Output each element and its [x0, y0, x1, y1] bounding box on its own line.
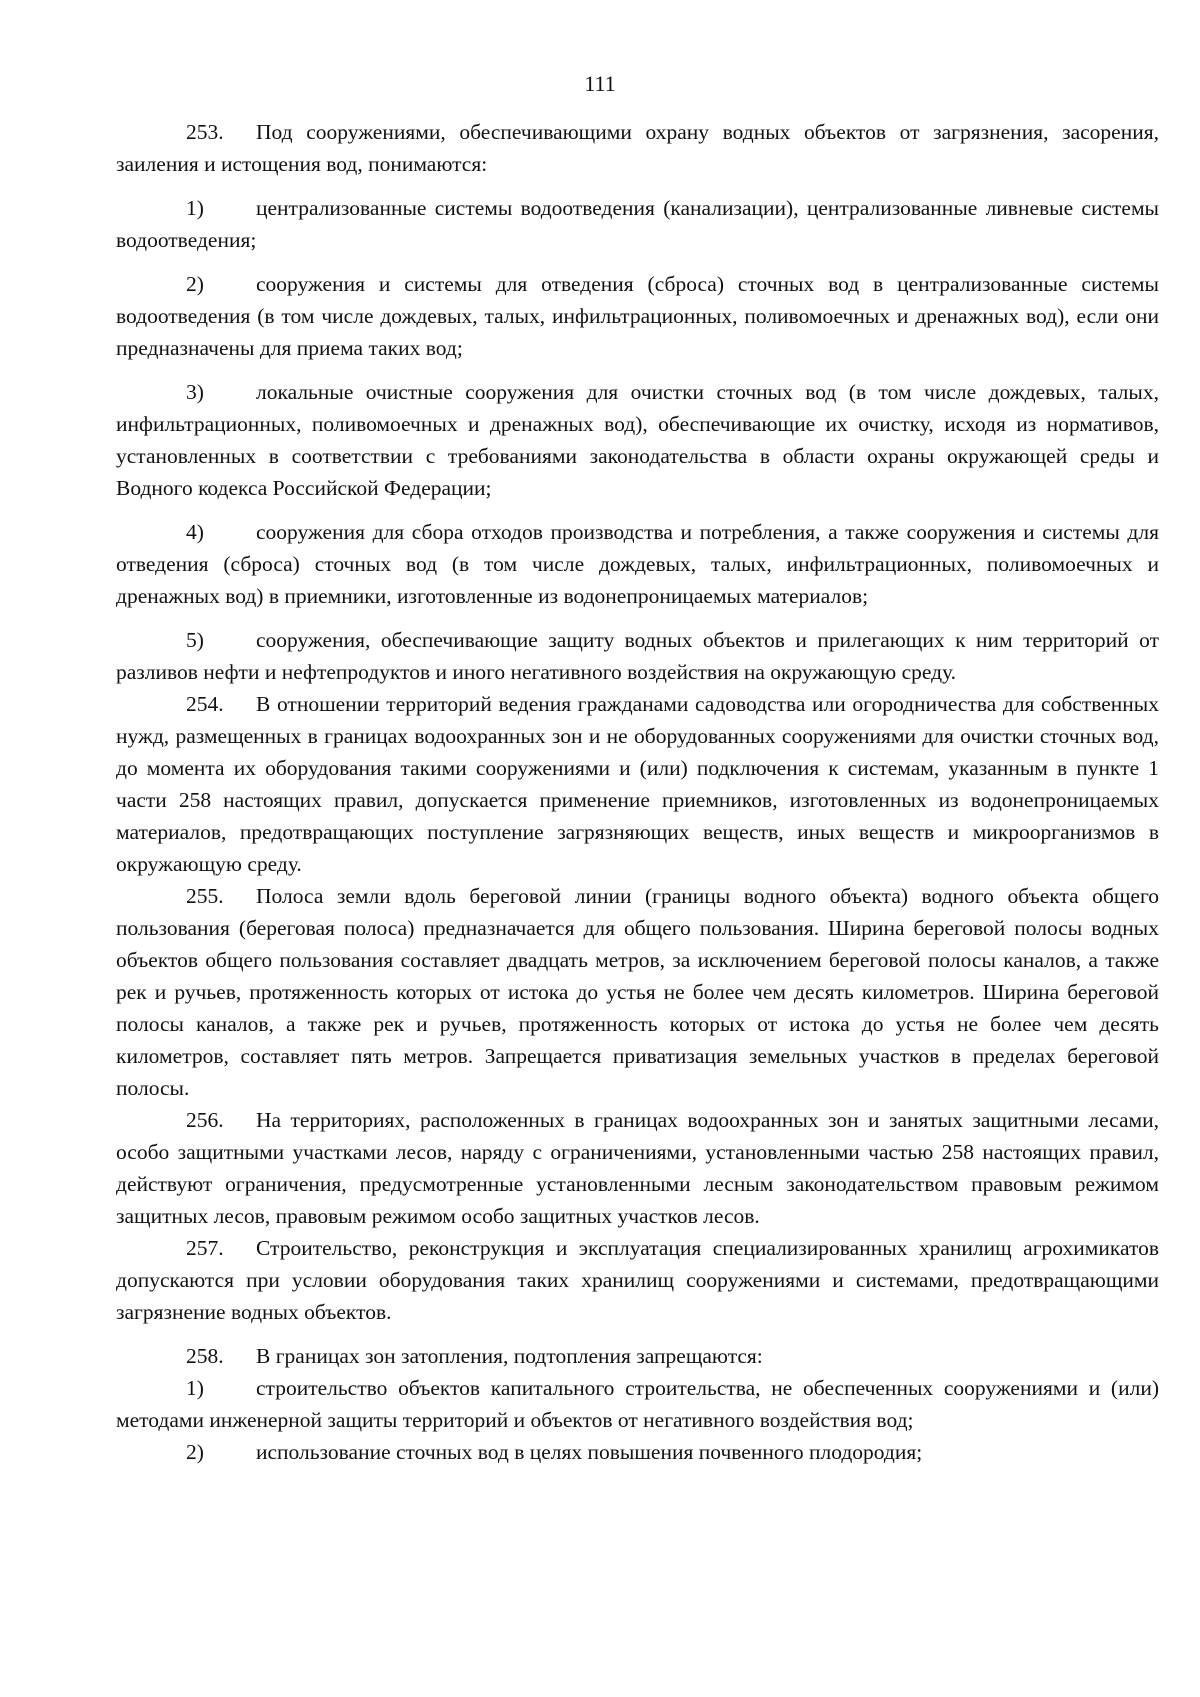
- paragraph-text: Строительство, реконструкция и эксплуатация специализированных хранилищ агрохимикатов допускаются при условии оборудования таких хранилищ сооружениями и системами, предотвращающими загрязнение водных объектов.: [116, 1236, 1159, 1324]
- paragraph-text: В границах зон затопления, подтопления запрещаются:: [256, 1344, 763, 1368]
- paragraph-text: Под сооружениями, обеспечивающими охрану водных объектов от загрязнения, засорения, заиления и истощения вод, понимаются:: [116, 120, 1159, 176]
- list-item-2: [116, 268, 1159, 364]
- list-item-number: 4): [186, 520, 204, 544]
- page-number: 111: [584, 71, 616, 96]
- paragraph-256: [116, 1104, 1159, 1232]
- list-item-text: строительство объектов капитального строительства, не обеспеченных сооружениями и (или) методами инженерной защиты территорий и объектов от негативного воздействия вод;: [116, 1376, 1159, 1432]
- paragraph-number: 254.: [186, 692, 224, 716]
- list-item-number: 3): [186, 380, 204, 404]
- paragraph-253: [116, 116, 1159, 180]
- list-item-number: 1): [186, 196, 204, 220]
- paragraph-number: 255.: [186, 884, 224, 908]
- list-item-text: сооружения, обеспечивающие защиту водных объектов и прилегающих к ним территорий от разливов нефти и нефтепродуктов и иного негативного воздействия на окружающую среду.: [116, 628, 1159, 684]
- list-item-text: централизованные системы водоотведения (канализации), централизованные ливневые системы водоотведения;: [116, 196, 1159, 252]
- paragraph-number: 253.: [186, 120, 224, 144]
- paragraph-258: [116, 1340, 1159, 1372]
- paragraph-number: 256.: [186, 1108, 224, 1132]
- list-item-text: использование сточных вод в целях повышения почвенного плодородия;: [256, 1440, 923, 1464]
- list-item-4: [116, 516, 1159, 612]
- paragraph-number: 258.: [186, 1344, 224, 1368]
- paragraph-text: В отношении территорий ведения гражданами садоводства или огородничества для собственных нужд, размещенных в границах водоохранных зон и не оборудованных сооружениями для очистки сточных вод, до момента их оборудования такими сооружениями и (или) подключения к системам, указанным в пункте 1 части 258 настоящих правил, допускается применение приемников, изготовленных из водонепроницаемых материалов, предотвращающих поступление загрязняющих веществ, иных веществ и микроорганизмов в окружающую среду.: [116, 692, 1159, 876]
- document-body: [116, 116, 1159, 1468]
- paragraph-number: 257.: [186, 1236, 224, 1260]
- list-item-number: 5): [186, 628, 204, 652]
- list-item-text: сооружения для сбора отходов производства и потребления, а также сооружения и системы для отведения (сброса) сточных вод (в том числе дождевых, талых, инфильтрационных, поливомоечных и дренажных вод) в приемники, изготовленные из водонепроницаемых материалов;: [116, 520, 1159, 608]
- list-item-1: [116, 192, 1159, 256]
- list-item-text: сооружения и системы для отведения (сброса) сточных вод в централизованные системы водоотведения (в том числе дождевых, талых, инфильтрационных, поливомоечных и дренажных вод), если они предназначены для приема таких вод;: [116, 272, 1159, 360]
- paragraph-257: [116, 1232, 1159, 1328]
- list-item-number: 2): [186, 1440, 204, 1464]
- list-item-5: [116, 624, 1159, 688]
- paragraph-255: [116, 880, 1159, 1104]
- paragraph-254: [116, 688, 1159, 880]
- list-item-3: [116, 376, 1159, 504]
- paragraph-text: Полоса земли вдоль береговой линии (границы водного объекта) водного объекта общего пользования (береговая полоса) предназначается для общего пользования. Ширина береговой полосы водных объектов общего пользования составляет двадцать метров, за исключением береговой полосы каналов, а также рек и ручьев, протяженность которых от истока до устья не более чем десять километров. Ширина береговой полосы каналов, а также рек и ручьев, протяженность которых от истока до устья не более чем десять километров, составляет пять метров. Запрещается приватизация земельных участков в пределах береговой полосы.: [116, 884, 1159, 1100]
- list-item-258-2: [116, 1436, 1159, 1468]
- list-item-258-1: [116, 1372, 1159, 1436]
- paragraph-text: На территориях, расположенных в границах водоохранных зон и занятых защитными лесами, особо защитными участками лесов, наряду с ограничениями, установленными частью 258 настоящих правил, действуют ограничения, предусмотренные установленными лесным законодательством правовым режимом защитных лесов, правовым режимом особо защитных участков лесов.: [116, 1108, 1159, 1228]
- list-item-number: 2): [186, 272, 204, 296]
- list-item-number: 1): [186, 1376, 204, 1400]
- list-item-text: локальные очистные сооружения для очистки сточных вод (в том числе дождевых, талых, инфильтрационных, поливомоечных и дренажных вод), обеспечивающие их очистку, исходя из нормативов, установленных в соответствии с требованиями законодательства в области охраны окружающей среды и Водного кодекса Российской Федерации;: [116, 380, 1159, 500]
